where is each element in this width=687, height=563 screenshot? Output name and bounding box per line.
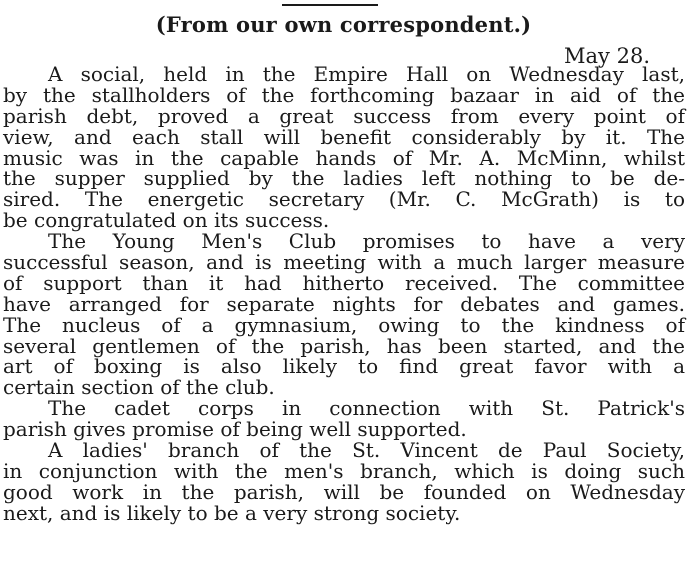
text-line: by the stallholders of the forthcoming bazaar in aid of the	[3, 82, 685, 107]
article-body	[3, 64, 685, 524]
text-line: certain section of the club.	[3, 375, 275, 400]
text-line: good work in the parish, will be founded on Wednesday	[3, 479, 685, 504]
paragraph-st-vincent-de-paul	[3, 440, 685, 524]
paragraph-social	[3, 64, 685, 231]
text-line: parish debt, proved a great success from every point of	[3, 103, 685, 128]
text-line: next, and is likely to be a very strong society.	[3, 500, 461, 525]
header-rule	[282, 4, 378, 6]
paragraph-cadet-corps	[3, 398, 685, 440]
text-line: successful season, and is meeting with a much larger measure	[3, 250, 685, 275]
paragraph-young-mens-club	[3, 231, 685, 398]
text-line: in conjunction with the men's branch, which is doing such	[3, 458, 685, 483]
text-line: be congratulated on its success.	[3, 208, 330, 233]
text-line: art of boxing is also likely to find great favor with a	[3, 354, 685, 379]
text-line: A social, held in the Empire Hall on Wednesday last,	[48, 62, 685, 86]
text-line: The nucleus of a gymnasium, owing to the kindness of	[3, 312, 685, 337]
text-line: several gentlemen of the parish, has been started, and the	[3, 333, 685, 358]
text-line: The Young Men's Club promises to have a very	[48, 229, 685, 254]
text-line: music was in the capable hands of Mr. A. McMinn, whilst	[3, 145, 685, 170]
text-line: of support than it had hitherto received. The committee	[3, 270, 685, 295]
text-line: have arranged for separate nights for debates and games.	[3, 291, 685, 316]
text-line: sired. The energetic secretary (Mr. C. McGrath) is to	[3, 187, 685, 212]
correspondent-header: (From our own correspondent.)	[155, 12, 532, 37]
text-line: the supper supplied by the ladies left nothing to be de-	[3, 166, 685, 191]
text-line: view, and each stall will benefit considerably by it. The	[3, 124, 685, 149]
text-line: A ladies' branch of the St. Vincent de Paul Society,	[48, 438, 685, 463]
dateline: May 28.	[564, 44, 650, 68]
text-line: parish gives promise of being well supported.	[3, 417, 467, 442]
text-line: The cadet corps in connection with St. Patrick's	[48, 396, 685, 421]
